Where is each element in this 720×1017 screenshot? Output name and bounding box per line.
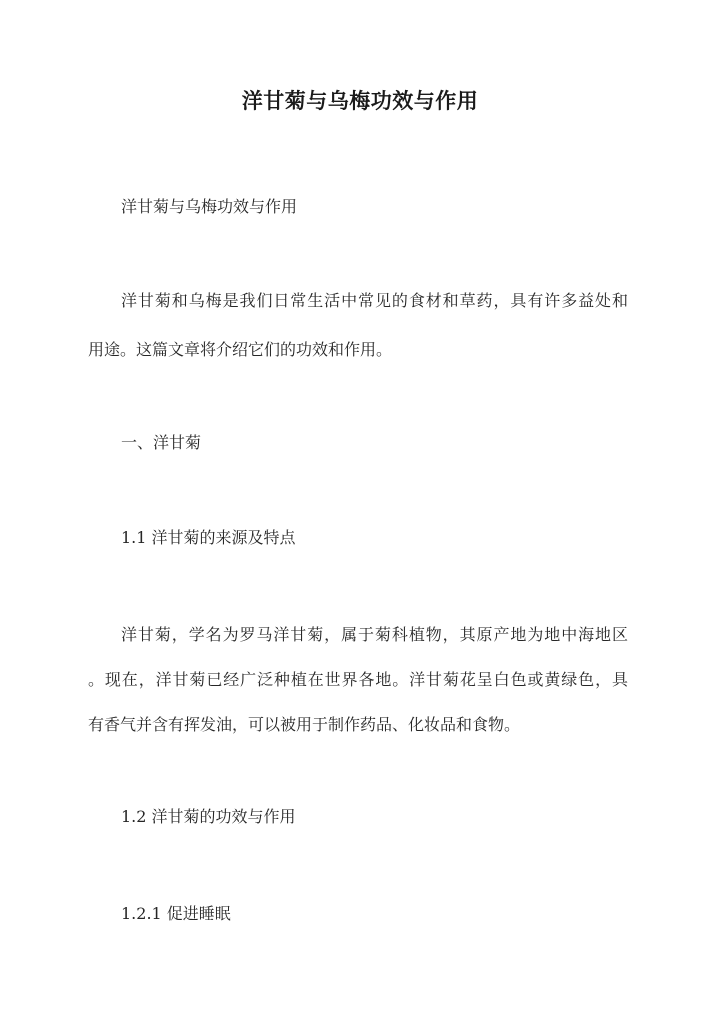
document-subtitle: 洋甘菊与乌梅功效与作用	[121, 197, 298, 216]
intro-paragraph-line-1: 洋甘菊和乌梅是我们日常生活中常见的食材和草药，具有许多益处和	[121, 291, 628, 310]
subsection-heading-1-1: 1.1 洋甘菊的来源及特点	[121, 528, 296, 547]
subsection-heading-1-2: 1.2 洋甘菊的功效与作用	[121, 807, 296, 826]
chamomile-origin-line-3: 有香气并含有挥发油，可以被用于制作药品、化妆品和食物。	[88, 715, 521, 734]
page-title: 洋甘菊与乌梅功效与作用	[241, 88, 479, 113]
section-heading-chamomile: 一、洋甘菊	[121, 433, 202, 452]
chamomile-origin-line-1: 洋甘菊，学名为罗马洋甘菊，属于菊科植物，其原产地为地中海地区	[121, 625, 628, 644]
intro-paragraph-line-2: 用途。这篇文章将介绍它们的功效和作用。	[88, 340, 393, 359]
chamomile-origin-line-2: 。现在，洋甘菊已经广泛种植在世界各地。洋甘菊花呈白色或黄绿色，具	[88, 670, 628, 689]
subsection-heading-1-2-1: 1.2.1 促进睡眠	[121, 904, 231, 923]
